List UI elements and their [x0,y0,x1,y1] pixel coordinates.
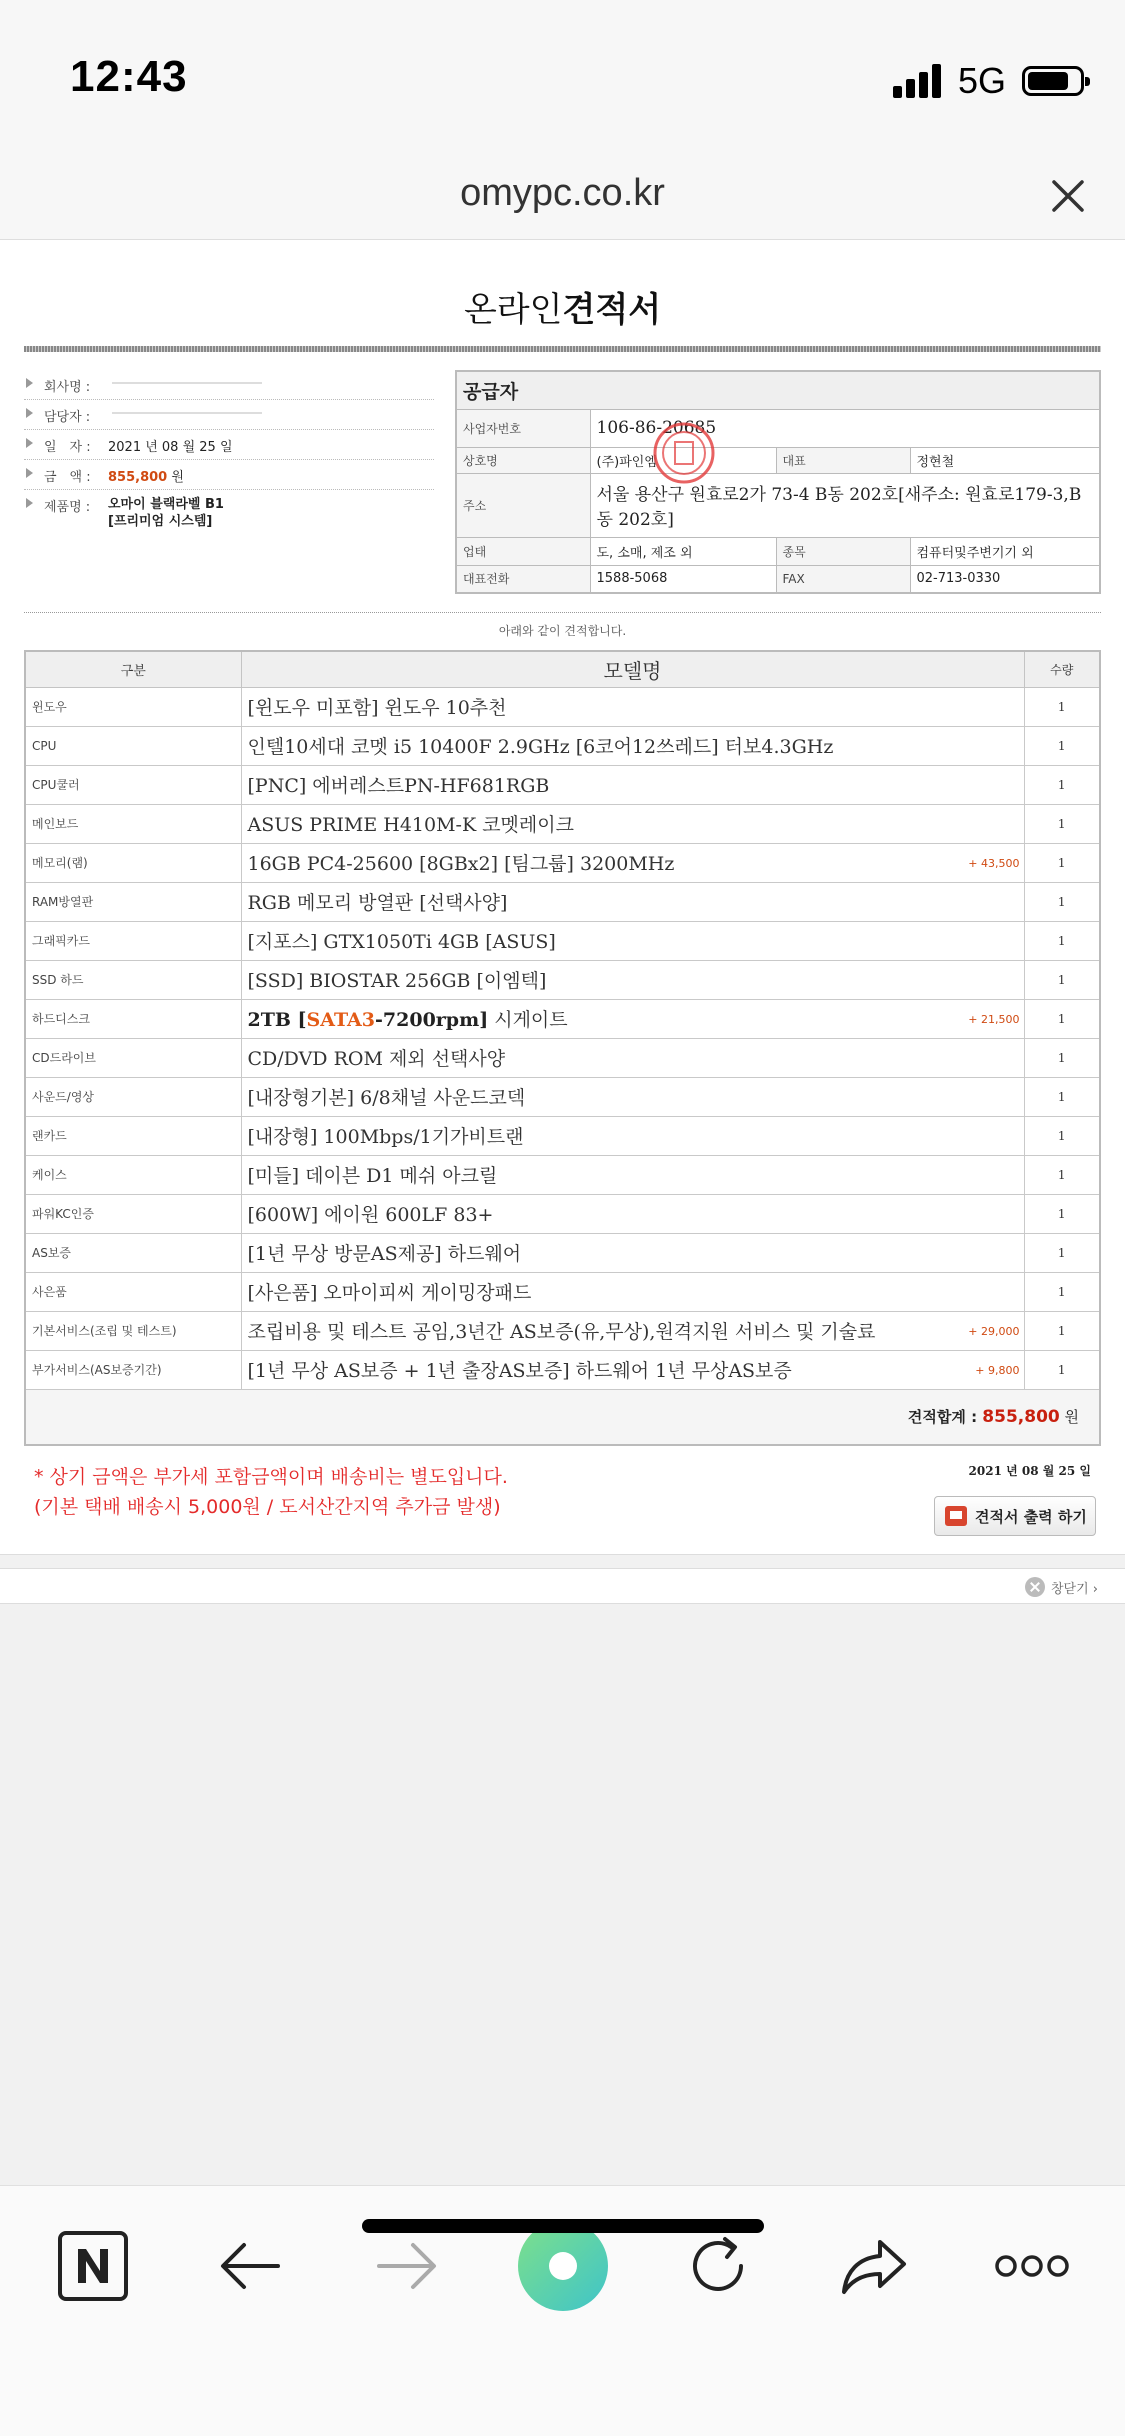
url-bar[interactable] [0,150,1125,240]
item-model: [내장형기본] 6/8채널 사운드코덱 [241,1077,1024,1116]
ceo-name: 정현철 [910,447,1100,473]
title-divider [24,346,1101,352]
arrow-icon [26,498,33,508]
biz-number: 106-86-20685 [590,409,1100,447]
item-category: 부가서비스(AS보증기간) [25,1350,241,1389]
item-category: CPU쿨러 [25,765,241,804]
empty-value-line [112,382,262,384]
item-qty: 1 [1024,882,1100,921]
item-qty: 1 [1024,999,1100,1038]
item-qty: 1 [1024,1038,1100,1077]
item-qty: 1 [1024,687,1100,726]
item-category: 하드디스크 [25,999,241,1038]
item-qty: 1 [1024,765,1100,804]
item-model: [사은품] 오마이피씨 게이밍장패드 [241,1272,1024,1311]
item-qty: 1 [1024,1311,1100,1350]
share-button[interactable] [825,2216,925,2316]
company-seal-icon [651,420,717,486]
table-row [25,1272,1100,1311]
item-qty: 1 [1024,726,1100,765]
table-row [25,726,1100,765]
table-row [25,843,1100,882]
item-category: 케이스 [25,1155,241,1194]
more-button[interactable] [982,2216,1082,2316]
total-row: 견적합계 : 855,800 원 [25,1389,1100,1445]
item-category: AS보증 [25,1233,241,1272]
home-indicator[interactable] [362,2219,764,2233]
info-row-product: 제품명 : 오마이 블랙라벨 B1 [프리미엄 시스템] [24,490,434,532]
table-row [25,921,1100,960]
supplier-table: 공급자 사업자번호 106-86-20685 상호명 (주)파인엠 대표 정현철 주소 서울 용산구 원효로2가 73-4 B동 202호[새주소: 원효로179-3,B동 202호] 업태 도, 소매, 제조 외 종목 컴퓨터및주변기기 외 대표전화 1588-5068 FAX 02-713-0330 [455,370,1101,594]
table-row [25,687,1100,726]
items-table [24,650,1101,1446]
item-qty: 1 [1024,1155,1100,1194]
info-row-manager: 담당자 : [24,400,434,430]
estimate-page [0,240,1125,1555]
close-circle-icon [1025,1577,1045,1597]
status-bar [0,0,1125,150]
table-row [25,765,1100,804]
extra-price: + 21,500 [968,1012,1020,1026]
item-category: 사운드/영상 [25,1077,241,1116]
item-category: SSD 하드 [25,960,241,999]
item-qty: 1 [1024,921,1100,960]
table-row [25,1194,1100,1233]
forward-icon [375,2241,439,2291]
item-model: RGB 메모리 방열판 [선택사양] [241,882,1024,921]
battery-icon [1022,66,1084,96]
item-category: 그래픽카드 [25,921,241,960]
arrow-icon [26,378,33,388]
item-model: [1년 무상 방문AS제공] 하드웨어 [241,1233,1024,1272]
more-icon [994,2254,1070,2278]
item-model: [1년 무상 AS보증 + 1년 출장AS보증] 하드웨어 1년 무상AS보증 + 9,800 [241,1350,1024,1389]
back-button[interactable] [200,2216,300,2316]
table-row [25,1350,1100,1389]
arrow-icon [26,438,33,448]
item-qty: 1 [1024,1077,1100,1116]
item-model: 2TB [SATA3-7200rpm] 시게이트 + 21,500 [241,999,1024,1038]
item-model: ASUS PRIME H410M-K 코멧레이크 [241,804,1024,843]
table-row [25,1155,1100,1194]
share-icon [840,2236,910,2296]
item-category: 사은품 [25,1272,241,1311]
item-model: 조립비용 및 테스트 공임,3년간 AS보증(유,무상),원격지원 서비스 및 기술료 + 29,000 [241,1311,1024,1350]
item-qty: 1 [1024,960,1100,999]
item-model: 인텔10세대 코멧 i5 10400F 2.9GHz [6코어12쓰레드] 터보4.3GHz [241,726,1024,765]
item-category: 메모리(램) [25,843,241,882]
item-model: [지포스] GTX1050Ti 4GB [ASUS] [241,921,1024,960]
empty-value-line [112,412,262,414]
print-estimate-button[interactable]: 견적서 출력 하기 [934,1496,1096,1536]
notice-text: 아래와 같이 견적합니다. [498,624,627,638]
estimate-date: 2021 년 08 월 25 일 [968,1464,1091,1478]
supplier-header: 공급자 [456,371,1100,409]
signal-icon [893,64,943,98]
address: 서울 용산구 원효로2가 73-4 B동 202호[새주소: 원효로179-3,B동 202호] [590,473,1100,537]
item-qty: 1 [1024,804,1100,843]
company-name: (주)파인엠 [590,447,776,473]
item-model: [미들] 데이븐 D1 메쉬 아크릴 [241,1155,1024,1194]
divider [24,612,1101,613]
item-category: RAM방열판 [25,882,241,921]
close-window-bar [0,1568,1125,1604]
arrow-icon [26,408,33,418]
table-row [25,882,1100,921]
total-amount: 855,800 [982,1407,1060,1428]
item-model: [PNC] 에버레스트PN-HF681RGB [241,765,1024,804]
item-qty: 1 [1024,1272,1100,1311]
item-category: 기본서비스(조립 및 테스트) [25,1311,241,1350]
refresh-icon [685,2233,751,2299]
table-header: 구분 모델명 수량 [25,651,1100,687]
info-row-date: 일 자 : 2021 년 08 월 25 일 [24,430,434,460]
item-model: [SSD] BIOSTAR 256GB [이엠텍] [241,960,1024,999]
url-text[interactable]: omypc.co.kr [460,172,665,214]
item-category: 파워KC인증 [25,1194,241,1233]
item-model: [윈도우 미포함] 윈도우 10추천 [241,687,1024,726]
table-row [25,1038,1100,1077]
item-qty: 1 [1024,1350,1100,1389]
table-row [25,1116,1100,1155]
phone: 1588-5068 [590,565,776,593]
item-category: CPU [25,726,241,765]
back-icon [218,2241,282,2291]
printer-icon [945,1506,967,1526]
extra-price: + 9,800 [975,1363,1020,1377]
close-icon[interactable] [1050,178,1086,214]
extra-price: + 29,000 [968,1324,1020,1338]
item-category: CD드라이브 [25,1038,241,1077]
table-row [25,960,1100,999]
network-type: 5G [958,60,1007,101]
naver-button[interactable] [43,2216,143,2316]
item-qty: 1 [1024,1194,1100,1233]
item-qty: 1 [1024,843,1100,882]
clock: 12:43 [70,52,188,101]
info-row-company: 회사명 : [24,370,434,400]
item-qty: 1 [1024,1233,1100,1272]
table-row [25,1077,1100,1116]
naver-icon [58,2231,128,2301]
item-category: 랜카드 [25,1116,241,1155]
item-category: 윈도우 [25,687,241,726]
arrow-icon [26,468,33,478]
battery-fill [1028,72,1068,90]
extra-price: + 43,500 [968,856,1020,870]
close-window-button[interactable]: 창닫기 › [1025,1577,1098,1597]
item-model: CD/DVD ROM 제외 선택사양 [241,1038,1024,1077]
info-row-amount: 금 액 : 855,800 원 [24,460,434,490]
home-icon [516,2219,610,2313]
shipping-warning: * 상기 금액은 부가세 포함금액이며 배송비는 별도입니다. (기본 택배 배송시 5,000원 / 도서산간지역 추가금 발생) [34,1466,508,1518]
item-qty: 1 [1024,1116,1100,1155]
page-title: 온라인견적서 [463,290,662,330]
item-category: 메인보드 [25,804,241,843]
table-row [25,999,1100,1038]
fax: 02-713-0330 [910,565,1100,593]
customer-info [24,370,434,532]
table-row [25,1311,1100,1350]
table-row [25,1233,1100,1272]
item-model: [600W] 에이원 600LF 83+ [241,1194,1024,1233]
table-row [25,804,1100,843]
item-model: 16GB PC4-25600 [8GBx2] [팀그룹] 3200MHz + 43,500 [241,843,1024,882]
item-model: [내장형] 100Mbps/1기가비트랜 [241,1116,1024,1155]
